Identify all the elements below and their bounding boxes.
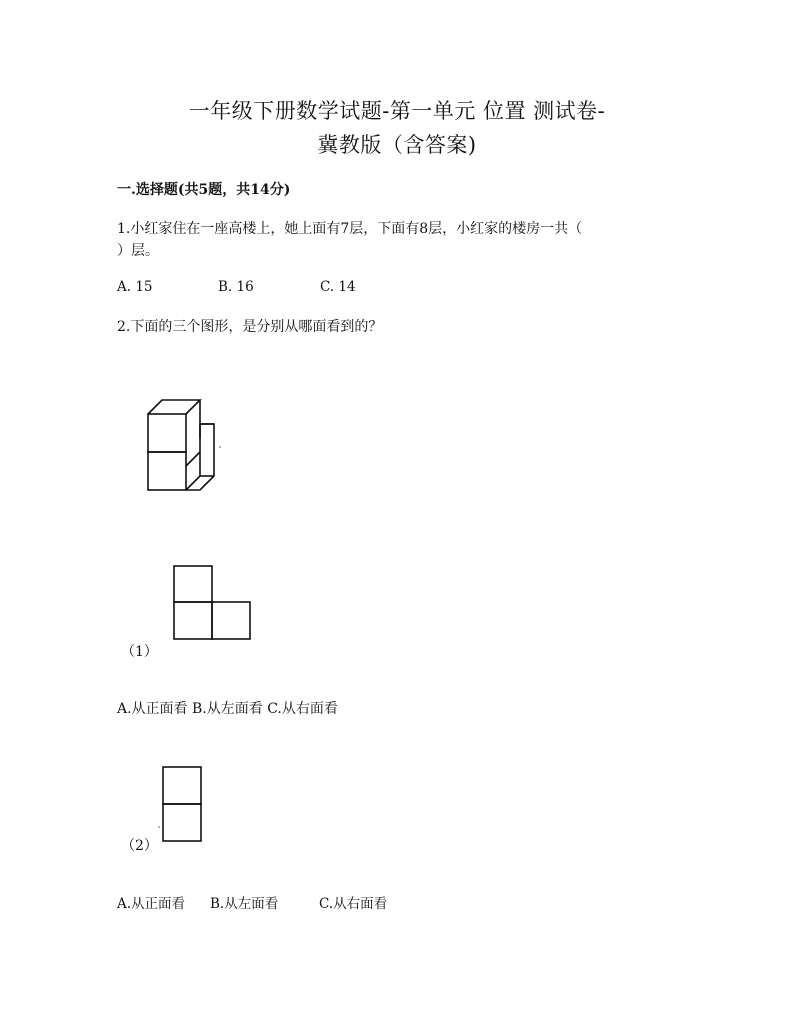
- sub-question-2-label: （2）: [121, 838, 158, 854]
- section-heading: 一.选择题(共5题，共14分): [117, 182, 291, 198]
- document-title-line-1: 一年级下册数学试题-第一单元 位置 测试卷-: [188, 99, 606, 123]
- document-title-line-2: 冀教版（含答案): [317, 133, 477, 157]
- view-figure-2: [158, 765, 206, 845]
- q1-option-c: C. 14: [320, 279, 356, 295]
- q1-stem-line-1: 1.小红家住在一座高楼上，她上面有7层，下面有8层，小红家的楼房一共（: [117, 221, 583, 237]
- q1-option-a: A. 15: [117, 279, 153, 295]
- q2-sub2-option-b: B.从左面看: [210, 896, 279, 912]
- q2-stem: 2.下面的三个图形，是分别从哪面看到的？: [117, 319, 383, 335]
- q2-sub2-option-c: C.从右面看: [319, 896, 388, 912]
- cube-stack-figure: [140, 392, 230, 496]
- q1-stem-line-2: ）层。: [117, 243, 159, 259]
- view-figure-1: [172, 564, 254, 642]
- q2-sub2-option-a: A.从正面看: [117, 896, 186, 912]
- sub-question-1-options: A.从正面看 B.从左面看 C.从右面看: [117, 701, 338, 717]
- q1-option-b: B. 16: [218, 279, 254, 295]
- sub-question-1-label: （1）: [121, 644, 158, 660]
